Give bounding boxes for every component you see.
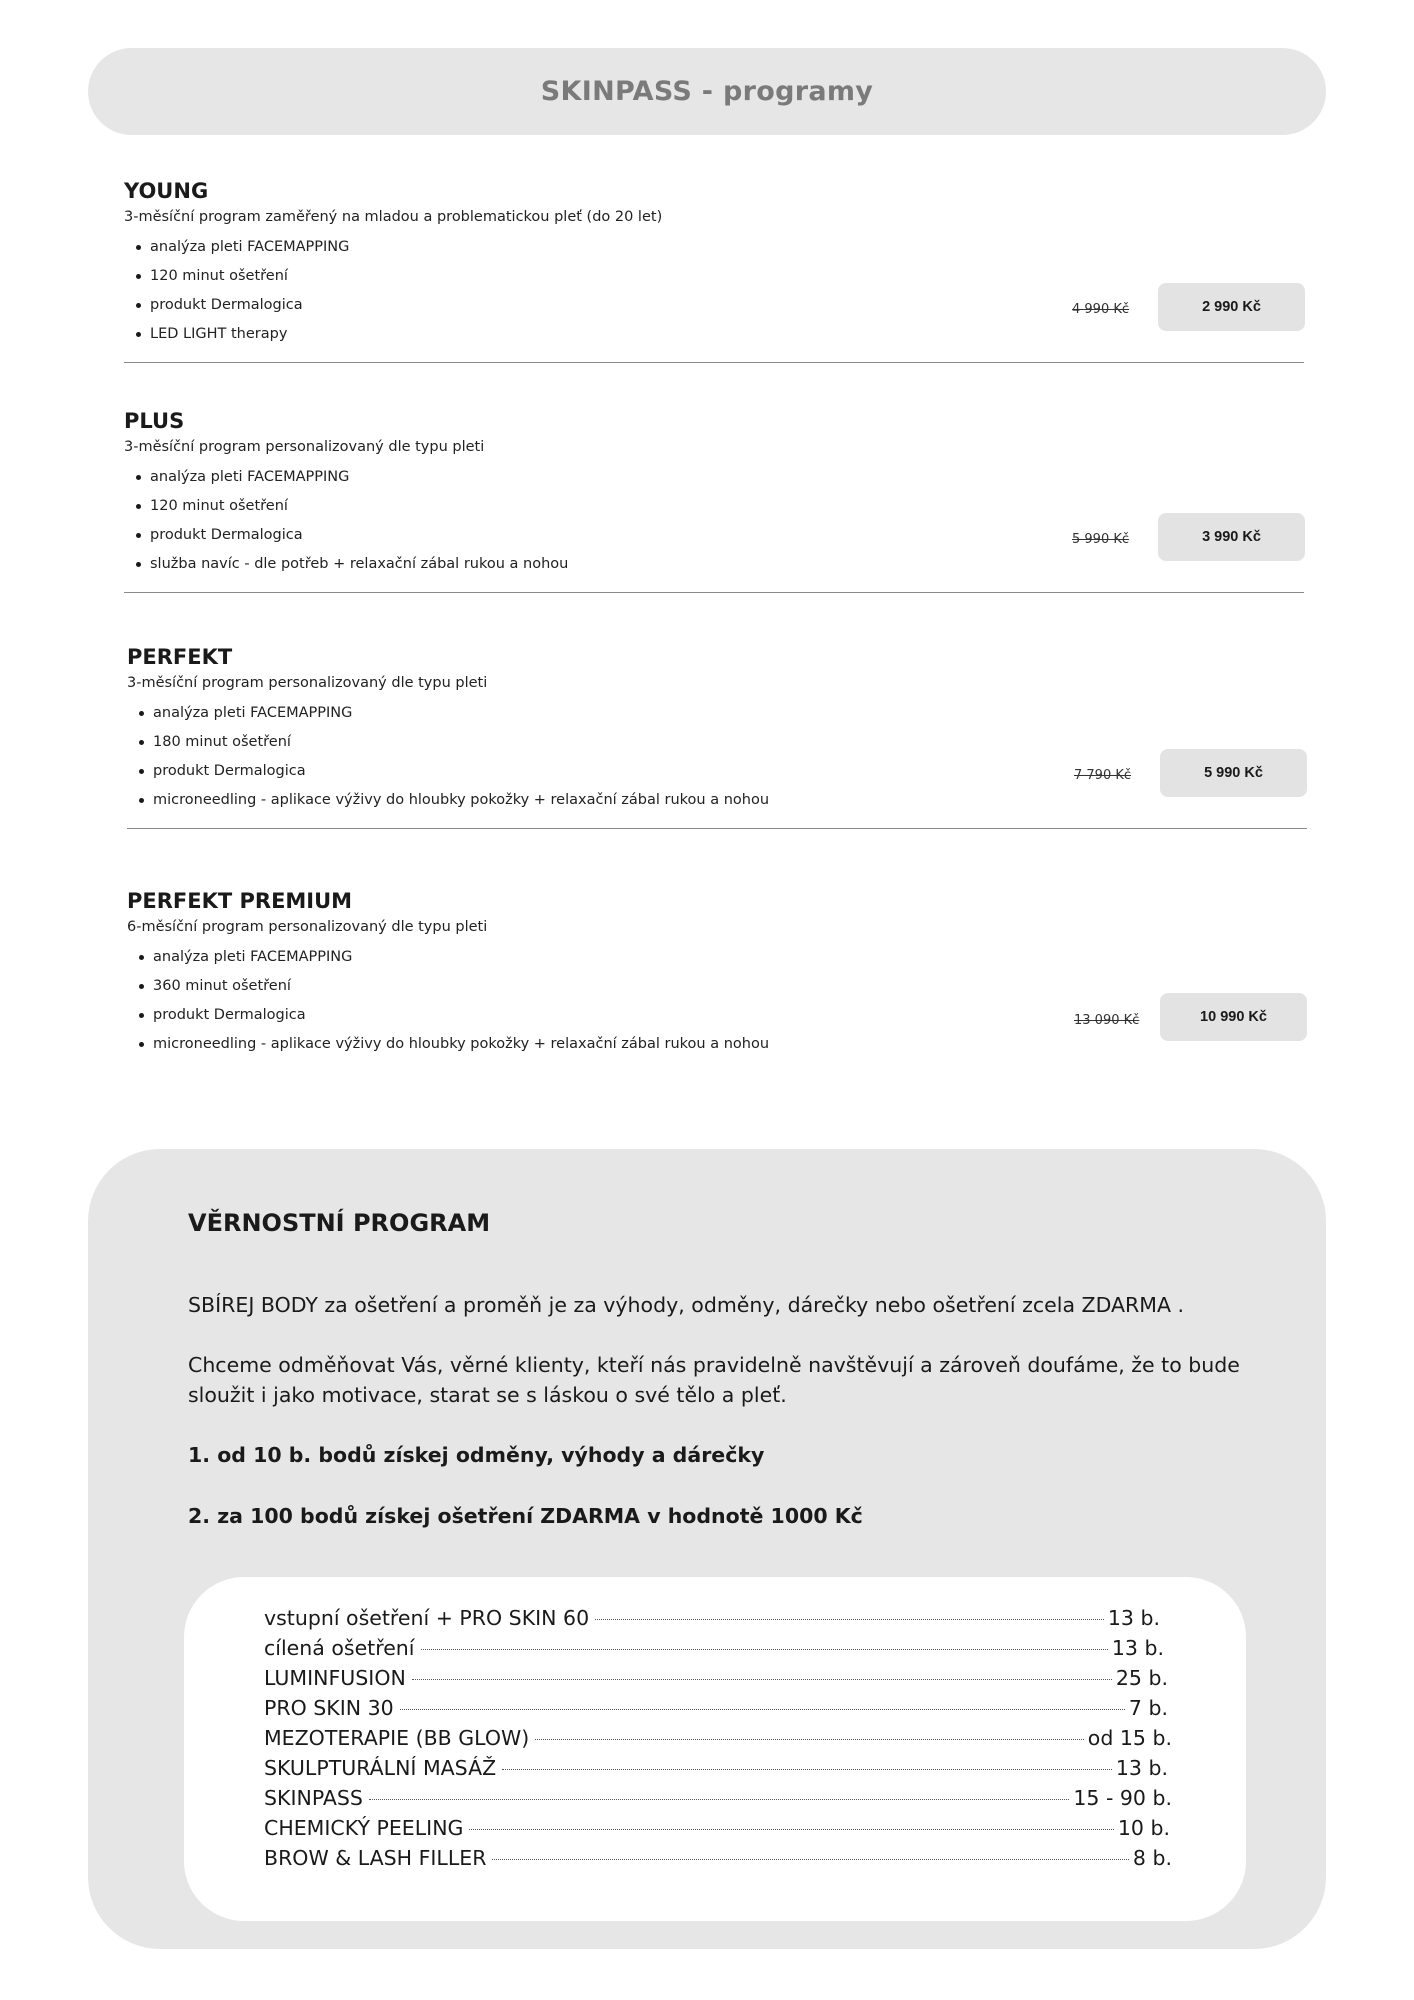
price-button[interactable]: 5 990 Kč <box>1160 749 1307 797</box>
list-item: analýza pleti FACEMAPPING <box>134 467 568 496</box>
program-name: PERFEKT <box>127 645 233 669</box>
divider <box>124 362 1304 363</box>
list-item: 120 minut ošetření <box>134 496 568 525</box>
old-price: 13 090 Kč <box>1074 1013 1140 1028</box>
list-item: 120 minut ošetření <box>134 266 349 295</box>
points-value: 13 b. <box>1107 1606 1160 1630</box>
points-row <box>264 1663 1168 1693</box>
old-price: 7 790 Kč <box>1074 768 1132 783</box>
loyalty-rule-1: 1. od 10 b. bodů získej odměny, výhody a dárečky <box>188 1443 765 1467</box>
price-button[interactable]: 10 990 Kč <box>1160 993 1307 1041</box>
list-item: produkt Dermalogica <box>134 295 349 324</box>
points-label: LUMINFUSION <box>264 1666 406 1690</box>
dot-leader <box>469 1829 1113 1830</box>
loyalty-intro: SBÍREJ BODY za ošetření a proměň je za výhody, odměny, dárečky nebo ošetření zcela ZDARMA . <box>188 1293 1185 1317</box>
dot-leader <box>595 1619 1104 1620</box>
dot-leader <box>421 1649 1108 1650</box>
list-item: 360 minut ošetření <box>137 976 769 1005</box>
points-value: 10 b. <box>1117 1816 1170 1840</box>
dot-leader <box>502 1769 1112 1770</box>
list-item: LED LIGHT therapy <box>134 324 349 353</box>
points-value: 13 b. <box>1115 1756 1168 1780</box>
loyalty-section <box>88 1149 1326 1949</box>
points-value: 13 b. <box>1111 1636 1164 1660</box>
header-banner <box>88 48 1326 135</box>
loyalty-rule-2: 2. za 100 bodů získej ošetření ZDARMA v hodnotě 1000 Kč <box>188 1504 863 1528</box>
points-label: MEZOTERAPIE (BB GLOW) <box>264 1726 530 1750</box>
points-row <box>264 1633 1164 1663</box>
points-label: vstupní ošetření + PRO SKIN 60 <box>264 1606 590 1630</box>
points-row <box>264 1843 1172 1873</box>
list-item: 180 minut ošetření <box>137 732 769 761</box>
program-description: 3-měsíční program zaměřený na mladou a problematickou pleť (do 20 let) <box>124 209 663 225</box>
list-item: produkt Dermalogica <box>137 1005 769 1034</box>
points-row <box>264 1813 1170 1843</box>
list-item: microneedling - aplikace výživy do hloubky pokožky + relaxační zábal rukou a nohou <box>137 1034 769 1063</box>
points-value: 15 - 90 b. <box>1073 1786 1172 1810</box>
program-description: 3-měsíční program personalizovaný dle typu pleti <box>127 675 488 691</box>
program-description: 3-měsíční program personalizovaný dle typu pleti <box>124 439 485 455</box>
points-value: 7 b. <box>1128 1696 1168 1720</box>
points-label: BROW & LASH FILLER <box>264 1846 487 1870</box>
old-price: 4 990 Kč <box>1072 302 1130 317</box>
dot-leader <box>369 1799 1069 1800</box>
price-button[interactable]: 3 990 Kč <box>1158 513 1305 561</box>
dot-leader <box>400 1709 1125 1710</box>
points-row <box>264 1603 1160 1633</box>
points-table <box>184 1577 1246 1921</box>
list-item: produkt Dermalogica <box>137 761 769 790</box>
points-row <box>264 1783 1172 1813</box>
loyalty-title: VĚRNOSTNÍ PROGRAM <box>188 1209 491 1237</box>
loyalty-text: Chceme odměňovat Vás, věrné klienty, kteří nás pravidelně navštěvují a zároveň doufáme, že to bude sloužit i jako motivace, starat se s láskou o své tělo a pleť. <box>188 1353 1240 1407</box>
points-row <box>264 1723 1172 1753</box>
points-label: SKULPTURÁLNÍ MASÁŽ <box>264 1756 497 1780</box>
program-name: YOUNG <box>124 179 209 203</box>
list-item: microneedling - aplikace výživy do hloubky pokožky + relaxační zábal rukou a nohou <box>137 790 769 819</box>
program-name: PERFEKT PREMIUM <box>127 889 353 913</box>
list-item: analýza pleti FACEMAPPING <box>137 703 769 732</box>
points-value: 8 b. <box>1132 1846 1172 1870</box>
list-item: analýza pleti FACEMAPPING <box>137 947 769 976</box>
points-row <box>264 1693 1168 1723</box>
program-features <box>137 703 769 819</box>
dot-leader <box>412 1679 1112 1680</box>
points-row <box>264 1753 1168 1783</box>
dot-leader <box>492 1859 1128 1860</box>
price-button[interactable]: 2 990 Kč <box>1158 283 1305 331</box>
points-label: PRO SKIN 30 <box>264 1696 394 1720</box>
list-item: analýza pleti FACEMAPPING <box>134 237 349 266</box>
divider <box>124 592 1304 593</box>
points-label: CHEMICKÝ PEELING <box>264 1816 464 1840</box>
points-label: cílená ošetření <box>264 1636 415 1660</box>
program-description: 6-měsíční program personalizovaný dle typu pleti <box>127 919 488 935</box>
divider <box>127 828 1307 829</box>
points-label: SKINPASS <box>264 1786 363 1810</box>
list-item: služba navíc - dle potřeb + relaxační zábal rukou a nohou <box>134 554 568 583</box>
list-item: produkt Dermalogica <box>134 525 568 554</box>
page-title: SKINPASS - programy <box>540 76 874 107</box>
program-features <box>134 237 349 353</box>
program-name: PLUS <box>124 409 185 433</box>
dot-leader <box>535 1739 1084 1740</box>
program-features <box>134 467 568 583</box>
old-price: 5 990 Kč <box>1072 532 1130 547</box>
points-value: od 15 b. <box>1087 1726 1172 1750</box>
points-value: 25 b. <box>1115 1666 1168 1690</box>
program-features <box>137 947 769 1063</box>
